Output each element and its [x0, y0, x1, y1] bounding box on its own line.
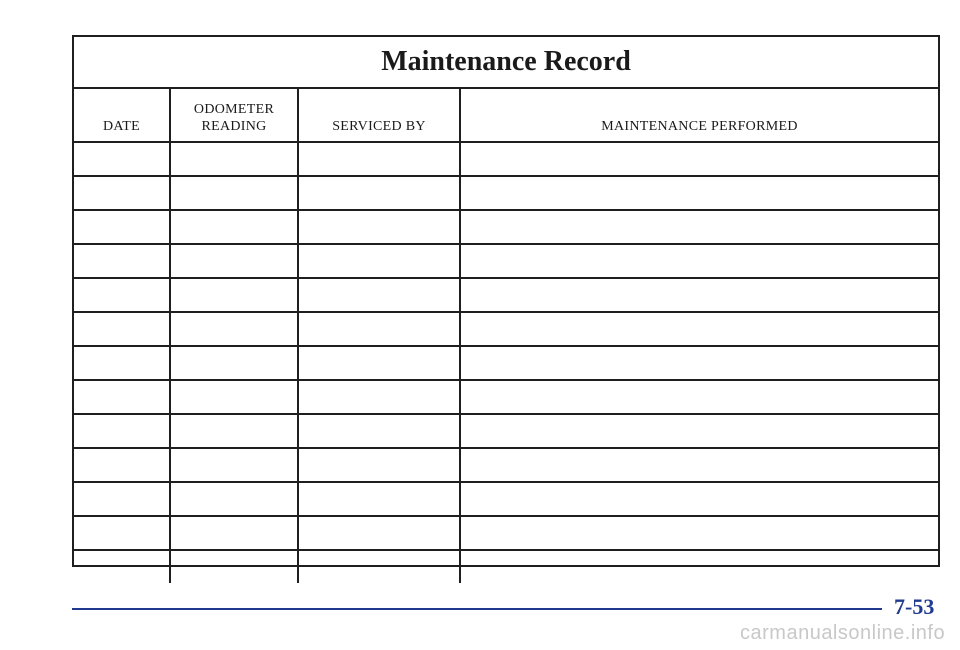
- table-cell[interactable]: [170, 142, 298, 176]
- table-cell[interactable]: [170, 176, 298, 210]
- table-cell[interactable]: [74, 482, 170, 516]
- table-cell[interactable]: [74, 244, 170, 278]
- table-row: [74, 278, 938, 312]
- table-row: [74, 380, 938, 414]
- record-rows: [74, 142, 938, 583]
- table-cell[interactable]: [170, 244, 298, 278]
- table-cell[interactable]: [298, 176, 460, 210]
- table-cell[interactable]: [298, 414, 460, 448]
- column-header-line2: MAINTENANCE PERFORMED: [601, 119, 798, 134]
- table-cell[interactable]: [298, 278, 460, 312]
- table-cell[interactable]: [460, 346, 938, 380]
- table-cell[interactable]: [74, 448, 170, 482]
- table-row: [74, 176, 938, 210]
- table-cell[interactable]: [170, 482, 298, 516]
- column-header-maintenance-performed: [460, 89, 938, 142]
- table-row: [74, 142, 938, 176]
- table-cell[interactable]: [460, 312, 938, 346]
- column-header-date: [74, 89, 170, 142]
- table-cell[interactable]: [74, 380, 170, 414]
- table-cell[interactable]: [74, 176, 170, 210]
- table-cell[interactable]: [170, 346, 298, 380]
- table-row: [74, 210, 938, 244]
- record-grid: [74, 89, 938, 583]
- table-row: [74, 550, 938, 583]
- table-cell[interactable]: [74, 346, 170, 380]
- table-cell[interactable]: [170, 516, 298, 550]
- column-header-line2: READING: [201, 119, 267, 134]
- column-header-line2: DATE: [103, 119, 140, 134]
- table-row: [74, 448, 938, 482]
- maintenance-record-table: [72, 35, 940, 567]
- table-cell[interactable]: [170, 210, 298, 244]
- table-row: [74, 312, 938, 346]
- table-row: [74, 244, 938, 278]
- table-cell[interactable]: [170, 278, 298, 312]
- table-cell[interactable]: [74, 278, 170, 312]
- table-cell[interactable]: [298, 448, 460, 482]
- table-row: [74, 414, 938, 448]
- table-cell[interactable]: [460, 210, 938, 244]
- table-cell[interactable]: [460, 448, 938, 482]
- table-row: [74, 346, 938, 380]
- table-cell[interactable]: [460, 550, 938, 583]
- watermark: carmanualsonline.info: [740, 622, 946, 644]
- table-cell[interactable]: [170, 312, 298, 346]
- table-cell[interactable]: [298, 516, 460, 550]
- table-row: [74, 516, 938, 550]
- table-cell[interactable]: [460, 142, 938, 176]
- column-header-line2: SERVICED BY: [332, 119, 426, 134]
- table-cell[interactable]: [460, 278, 938, 312]
- table-cell[interactable]: [298, 482, 460, 516]
- footer-rule: [72, 608, 882, 610]
- table-cell[interactable]: [74, 414, 170, 448]
- table-cell[interactable]: [298, 312, 460, 346]
- table-cell[interactable]: [460, 380, 938, 414]
- table-row: [74, 482, 938, 516]
- table-cell[interactable]: [298, 142, 460, 176]
- table-cell[interactable]: [170, 550, 298, 583]
- table-cell[interactable]: [170, 414, 298, 448]
- table-cell[interactable]: [460, 516, 938, 550]
- table-cell[interactable]: [298, 244, 460, 278]
- table-cell[interactable]: [298, 550, 460, 583]
- table-cell[interactable]: [170, 448, 298, 482]
- table-cell[interactable]: [460, 176, 938, 210]
- table-cell[interactable]: [460, 482, 938, 516]
- table-cell[interactable]: [74, 210, 170, 244]
- column-header-line1: ODOMETER: [193, 102, 275, 117]
- table-title: Maintenance Record: [74, 37, 938, 89]
- table-cell[interactable]: [298, 210, 460, 244]
- table-cell[interactable]: [74, 312, 170, 346]
- header-row: [74, 89, 938, 142]
- table-cell[interactable]: [74, 550, 170, 583]
- page-number: 7-53: [894, 594, 935, 619]
- table-cell[interactable]: [298, 380, 460, 414]
- table-cell[interactable]: [74, 516, 170, 550]
- column-header-serviced-by: [298, 89, 460, 142]
- table-cell[interactable]: [170, 380, 298, 414]
- table-cell[interactable]: [460, 414, 938, 448]
- table-cell[interactable]: [460, 244, 938, 278]
- table-cell[interactable]: [74, 142, 170, 176]
- table-cell[interactable]: [298, 346, 460, 380]
- column-header-odometer-reading: [170, 89, 298, 142]
